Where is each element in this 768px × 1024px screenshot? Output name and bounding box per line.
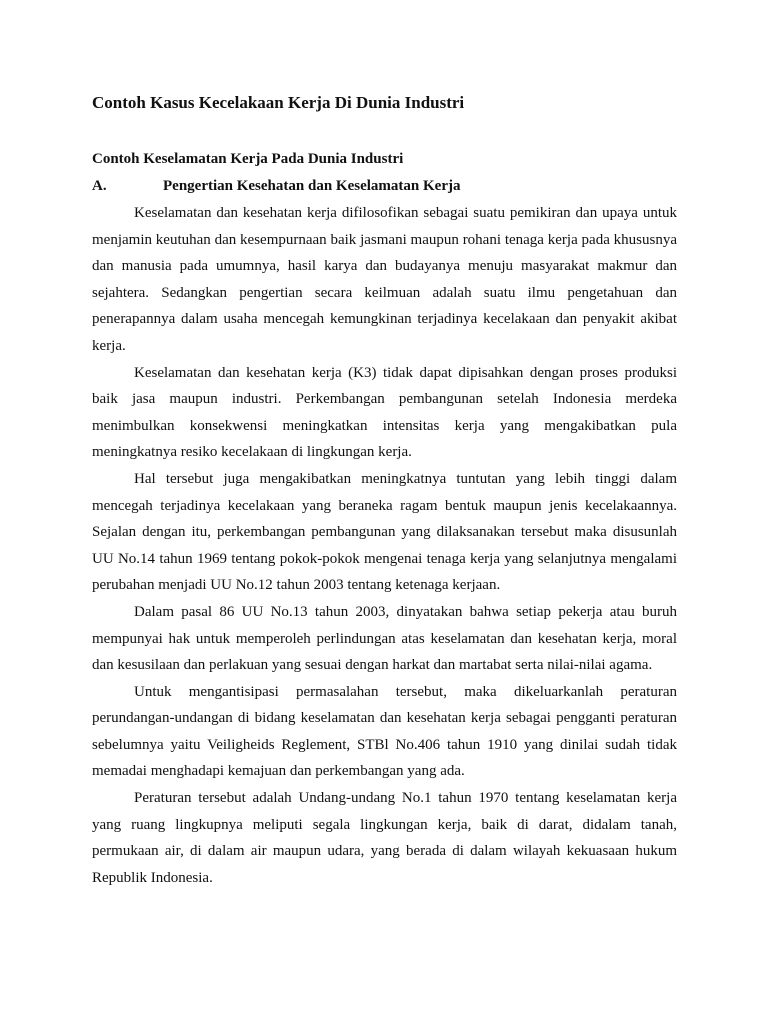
body-text: [92, 200, 677, 891]
paragraph: Peraturan tersebut adalah Undang-undang No.1 tahun 1970 tentang keselamatan kerja yang ruang lingkupnya meliputi segala lingkungan kerja, baik di darat, didalam tanah, permukaan air, di dalam air maupun udara, yang berada di dalam wilayah kekuasaan hukum Republik Indonesia.: [92, 790, 677, 886]
section-letter: A.: [92, 178, 107, 194]
paragraph: Keselamatan dan kesehatan kerja (K3) tidak dapat dipisahkan dengan proses produksi baik jasa maupun industri. Perkembangan pembangunan setelah Indonesia merdeka menimbulkan konsekwensi meningkatkan intensitas kerja yang mengakibatkan pula meningkatnya resiko kecelakaan di lingkungan kerja.: [92, 364, 677, 461]
document-subheading: Contoh Keselamatan Kerja Pada Dunia Industri: [92, 151, 404, 167]
section-title: Pengertian Kesehatan dan Keselamatan Kerja: [163, 178, 461, 194]
paragraph: Hal tersebut juga mengakibatkan meningkatnya tuntutan yang lebih tinggi dalam mencegah terjadinya kecelakaan yang beraneka ragam bentuk maupun jenis kecelakaannya. Sejalan dengan itu, perkembangan pembangunan yang dilaksanakan tersebut maka disusunlah UU No.14 tahun 1969 tentang pokok-pokok mengenai tenaga kerja yang selanjutnya mengalami perubahan menjadi UU No.12 tahun 2003 tentang ketenaga kerjaan.: [92, 470, 677, 594]
section-heading: [92, 176, 460, 196]
document-title: Contoh Kasus Kecelakaan Kerja Di Dunia Industri: [92, 93, 465, 112]
paragraph: Keselamatan dan kesehatan kerja difilosofikan sebagai suatu pemikiran dan upaya untuk menjamin keutuhan dan kesempurnaan baik jasmani maupun rohani tenaga kerja pada khususnya dan manusia pada umumnya, hasil karya dan budayanya menuju masyarakat makmur dan sejahtera. Sedangkan pengertian secara keilmuan adalah suatu ilmu pengetahuan dan penerapannya dalam usaha mencegah kemungkinan terjadinya kecelakaan dan penyakit akibat kerja.: [92, 205, 677, 354]
paragraph: Dalam pasal 86 UU No.13 tahun 2003, dinyatakan bahwa setiap pekerja atau buruh mempunyai hak untuk memperoleh perlindungan atas keselamatan dan kesehatan kerja, moral dan kesusilaan dan perlakuan yang sesuai dengan harkat dan martabat serta nilai-nilai agama.: [92, 603, 677, 674]
paragraph: Untuk mengantisipasi permasalahan tersebut, maka dikeluarkanlah peraturan perundangan-undangan di bidang keselamatan dan kesehatan kerja sebagai pengganti peraturan sebelumnya yaitu Veiligheids Reglement, STBl No.406 tahun 1910 yang dinilai sudah tidak memadai menghadapi kemajuan dan perkembangan yang ada.: [92, 683, 677, 780]
